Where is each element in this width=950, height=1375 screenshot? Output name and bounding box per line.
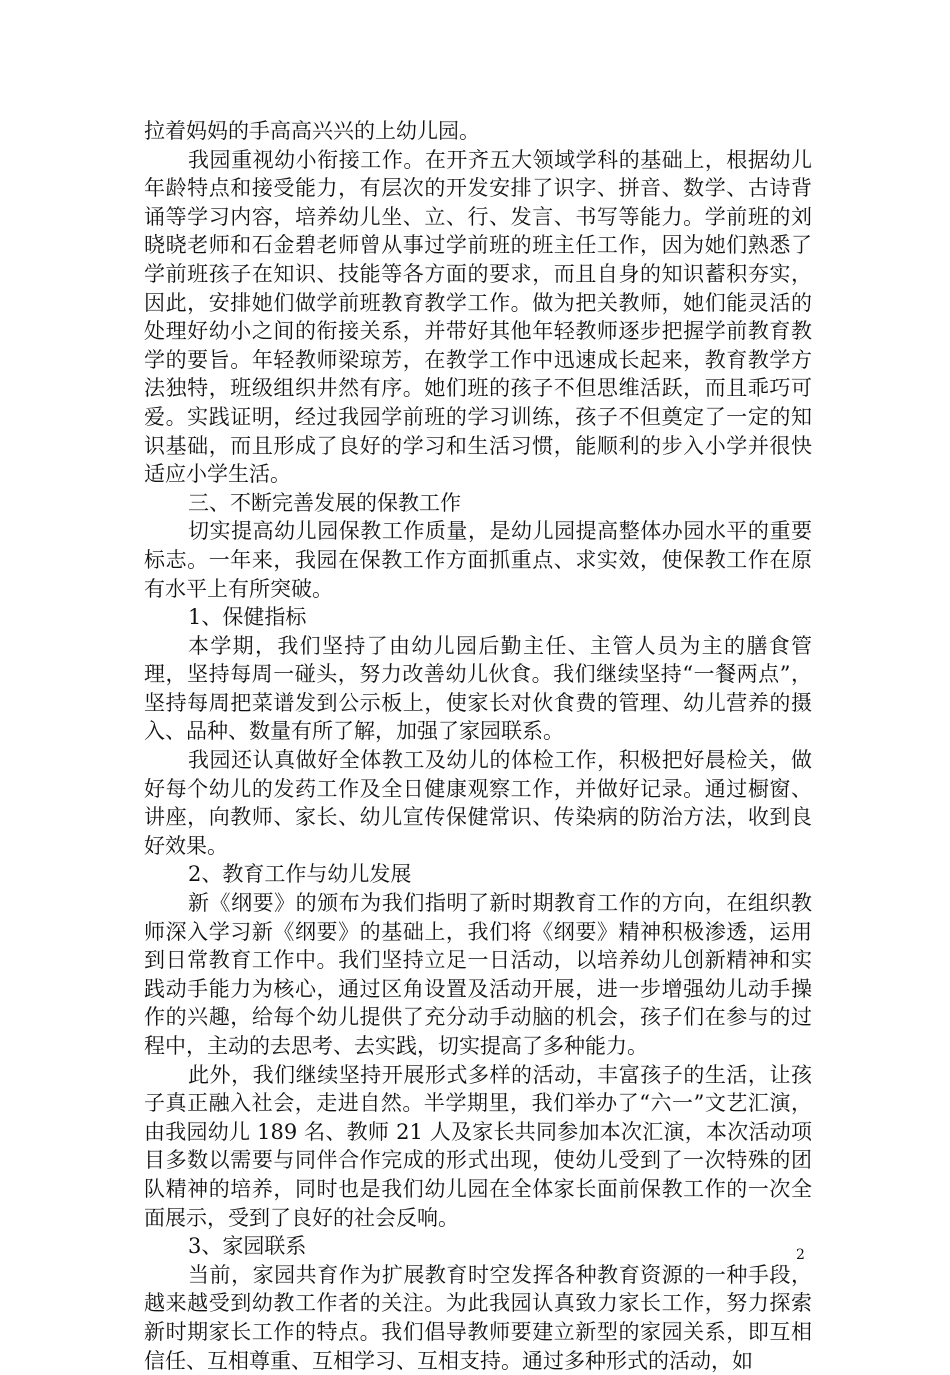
paragraph: 当前，家园共育作为扩展教育时空发挥各种教育资源的一种手段，越来越受到幼教工作者的关注。为此我园认真致力家长工作，努力探索新时期家长工作的特点。我们倡导教师要建立新型的家园关系，即互相信任、互相尊重、互相学习、互相支持。通过多种形式的活动，如 (144, 1262, 812, 1373)
document-body (144, 117, 812, 1375)
paragraph: 此外，我们继续坚持开展形式多样的活动，丰富孩子的生活，让孩子真正融入社会，走进自然。半学期里，我们举办了“六一”文艺汇演，由我园幼儿 189 名、教师 21 人及家长共同参加本次汇演，本次活动项目多数以需要与同伴合作完成的形式出现，使幼儿受到了一次特殊的团队精神的培养，同时也是我们幼儿园在全体家长面前保教工作的一次全面展示，受到了良好的社会反响。 (144, 1062, 812, 1230)
paragraph: 新《纲要》的颁布为我们指明了新时期教育工作的方向，在组织教师深入学习新《纲要》的基础上，我们将《纲要》精神积极渗透，运用到日常教育工作中。我们坚持立足一日活动，以培养幼儿创新精神和实践动手能力为核心，通过区角设置及活动开展，进一步增强幼儿动手操作的兴趣，给每个幼儿提供了充分动手动脑的机会，孩子们在参与的过程中，主动的去思考、去实践，切实提高了多种能力。 (144, 891, 812, 1058)
paragraph: 我园重视幼小衔接工作。在开齐五大领域学科的基础上，根据幼儿年龄特点和接受能力，有层次的开发安排了识字、拼音、数学、古诗背诵等学习内容，培养幼儿坐、立、行、发言、书写等能力。学前班的刘晓晓老师和石金碧老师曾从事过学前班的班主任工作，因为她们熟悉了学前班孩子在知识、技能等各方面的要求，而且自身的知识蓄积夯实，因此，安排她们做学前班教育教学工作。做为把关教师，她们能灵活的处理好幼小之间的衔接关系，并带好其他年轻教师逐步把握学前教育教学的要旨。年轻教师梁琼芳，在教学工作中迅速成长起来，教育教学方法独特，班级组织井然有序。她们班的孩子不但思维活跃，而且乖巧可爱。实践证明，经过我园学前班的学习训练，孩子不但奠定了一定的知识基础，而且形成了良好的学习和生活习惯，能顺利的步入小学并很快适应小学生活。 (144, 147, 812, 487)
subsection-heading: 1、保健指标 (188, 605, 307, 630)
section-heading: 三、不断完善发展的保教工作 (188, 490, 461, 515)
paragraph: 我园还认真做好全体教工及幼儿的体检工作，积极把好晨检关，做好每个幼儿的发药工作及全日健康观察工作，并做好记录。通过橱窗、讲座，向教师、家长、幼儿宣传保健常识、传染病的防治方法，收到良好效果。 (144, 748, 812, 858)
paragraph: 拉着妈妈的手高高兴兴的上幼儿园。 (144, 119, 480, 143)
subsection-heading: 3、家园联系 (188, 1234, 307, 1259)
paragraph: 切实提高幼儿园保教工作质量，是幼儿园提高整体办园水平的重要标志。一年来，我园在保教工作方面抓重点、求实效，使保教工作在原有水平上有所突破。 (144, 519, 812, 601)
page-number: 2 (796, 1247, 805, 1263)
paragraph: 本学期，我们坚持了由幼儿园后勤主任、主管人员为主的膳食管理，坚持每周一碰头，努力改善幼儿伙食。我们继续坚持“一餐两点”，坚持每周把菜谱发到公示板上，使家长对伙食费的管理、幼儿营养的摄入、品种、数量有所了解，加强了家园联系。 (144, 633, 812, 744)
subsection-heading: 2、教育工作与幼儿发展 (188, 862, 412, 887)
